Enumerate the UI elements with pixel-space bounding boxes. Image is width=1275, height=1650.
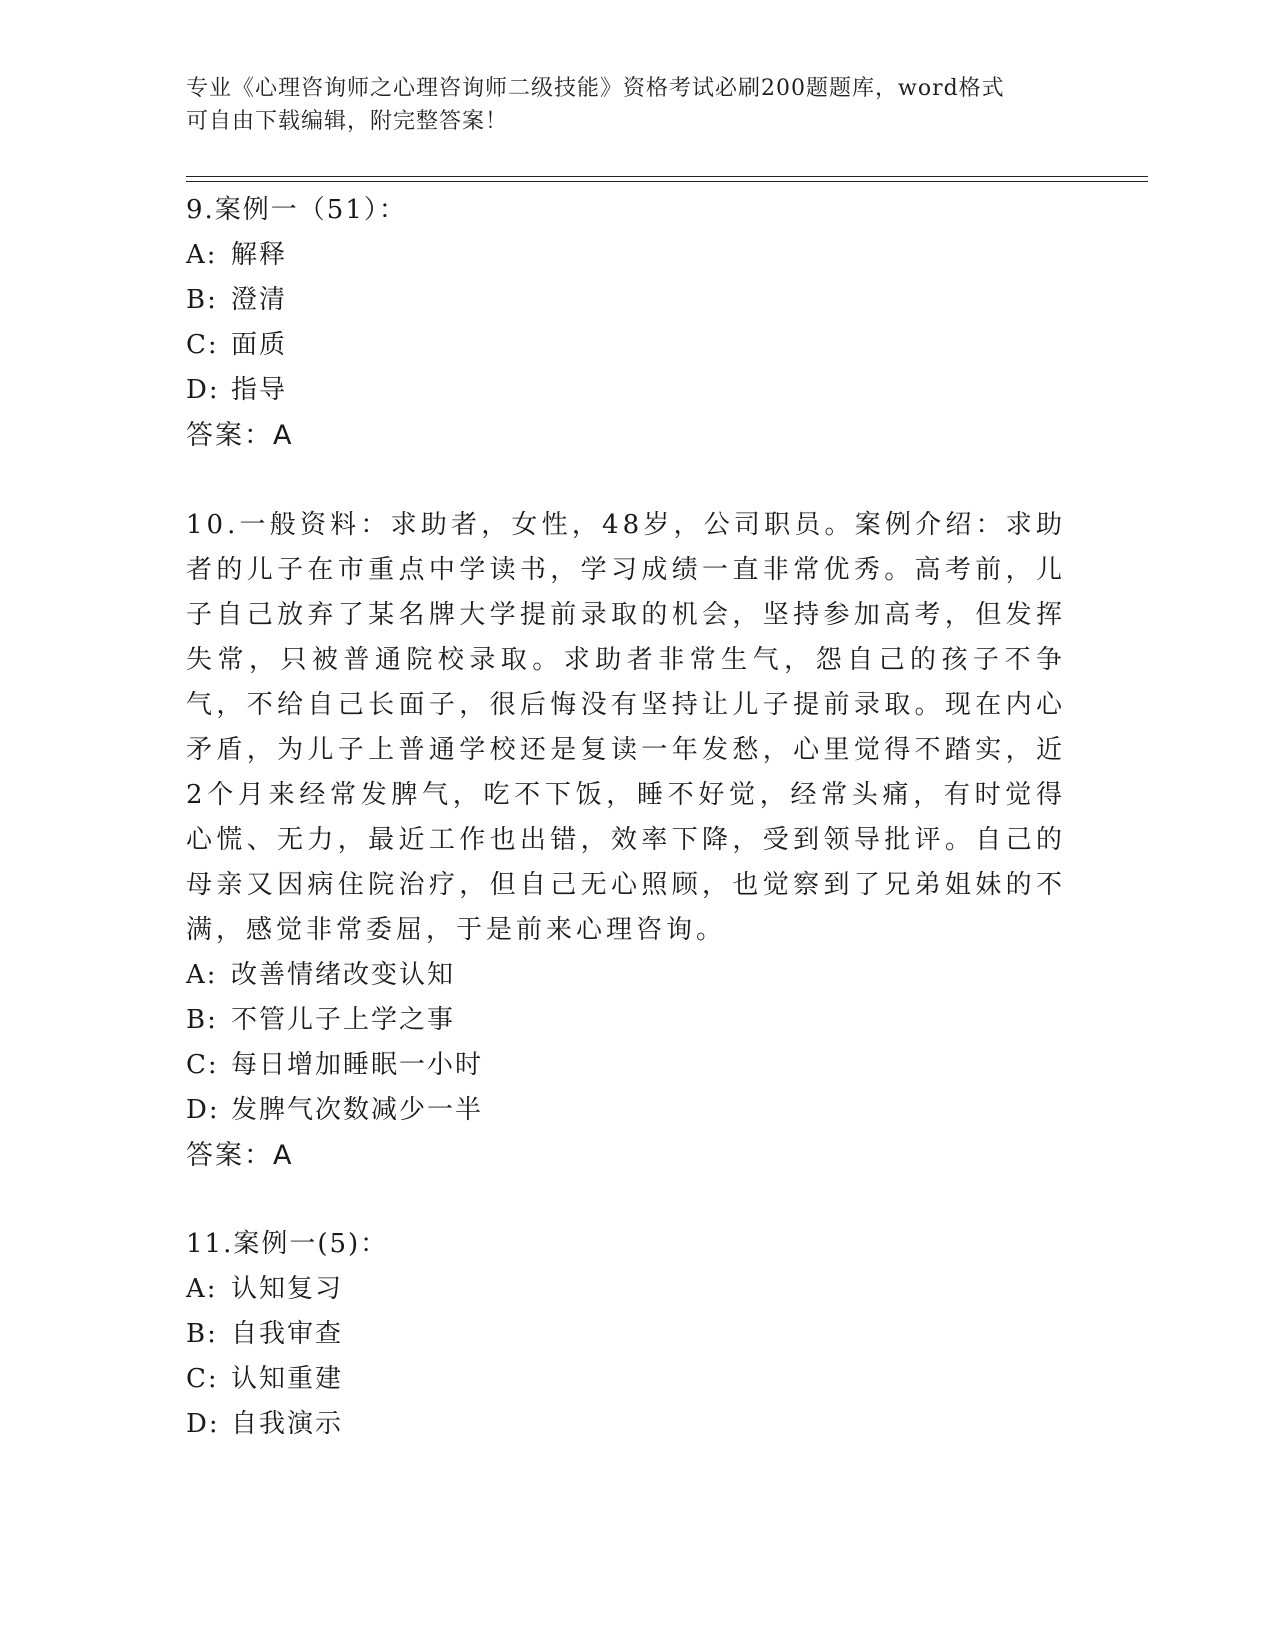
option-key: C:: [186, 1050, 219, 1080]
question-stem: 9.案例一（51）：: [186, 195, 407, 225]
header-line-1: 专业《心理咨询师之心理咨询师二级技能》资格考试必刷200题题库，word格式: [186, 76, 1005, 101]
header-line-2: 可自由下载编辑，附完整答案！: [186, 109, 509, 134]
option-text: 认知重建: [231, 1364, 344, 1394]
option-text: 自我审查: [231, 1319, 344, 1349]
option-text: 自我演示: [231, 1409, 344, 1439]
option-text: 发脾气次数减少一半: [231, 1095, 484, 1125]
question-stem: 11.案例一(5)：: [186, 1229, 389, 1259]
option-text: 认知复习: [231, 1274, 344, 1304]
option-key: B:: [186, 285, 218, 315]
option-text: 澄清: [231, 285, 288, 315]
option-key: C:: [186, 1364, 219, 1394]
option-a: [186, 233, 1086, 278]
option-text: 解释: [231, 240, 288, 270]
option-key: D:: [186, 1095, 220, 1125]
answer-line: 答案：A: [186, 420, 294, 451]
option-text: 每日增加睡眠一小时: [231, 1050, 484, 1080]
option-a: [186, 1267, 1086, 1312]
option-c: [186, 1043, 1086, 1088]
option-text: 指导: [231, 375, 288, 405]
question-11: [186, 1222, 1086, 1447]
option-text: 不管儿子上学之事: [231, 1005, 456, 1035]
option-key: D:: [186, 375, 220, 405]
option-key: A:: [186, 1274, 218, 1304]
option-text: 改善情绪改变认知: [231, 960, 456, 990]
option-b: [186, 998, 1086, 1043]
option-b: [186, 1312, 1086, 1357]
option-a: [186, 953, 1086, 998]
option-d: [186, 368, 1086, 413]
option-key: A:: [186, 960, 218, 990]
header-divider-top: [186, 176, 1148, 177]
option-d: [186, 1402, 1086, 1447]
option-key: B:: [186, 1005, 218, 1035]
question-stem: 10.一般资料：求助者，女性，48岁，公司职员。案例介绍：求助者的儿子在市重点中学读书，学习成绩一直非常优秀。高考前，儿子自己放弃了某名牌大学提前录取的机会，坚持参加高考，但发挥失常，只被普通院校录取。求助者非常生气，怨自己的孩子不争气，不给自己长面子，很后悔没有坚持让儿子提前录取。现在内心矛盾，为儿子上普通学校还是复读一年发愁，心里觉得不踏实，近2个月来经常发脾气，吃不下饭，睡不好觉，经常头痛，有时觉得心慌、无力，最近工作也出错，效率下降，受到领导批评。自己的母亲又因病住院治疗，但自己无心照顾，也觉察到了兄弟姐妹的不满，感觉非常委屈，于是前来心理咨询。: [186, 510, 1066, 945]
question-10: [186, 503, 1086, 1179]
header-divider-bottom: [186, 181, 1148, 182]
document-header: [186, 72, 1066, 138]
answer-line: 答案：A: [186, 1140, 294, 1171]
question-9: [186, 188, 1086, 459]
option-key: B:: [186, 1319, 218, 1349]
option-text: 面质: [231, 330, 288, 360]
option-key: A:: [186, 240, 218, 270]
option-key: D:: [186, 1409, 220, 1439]
option-c: [186, 1357, 1086, 1402]
option-key: C:: [186, 330, 219, 360]
option-d: [186, 1088, 1086, 1133]
option-c: [186, 323, 1086, 368]
option-b: [186, 278, 1086, 323]
